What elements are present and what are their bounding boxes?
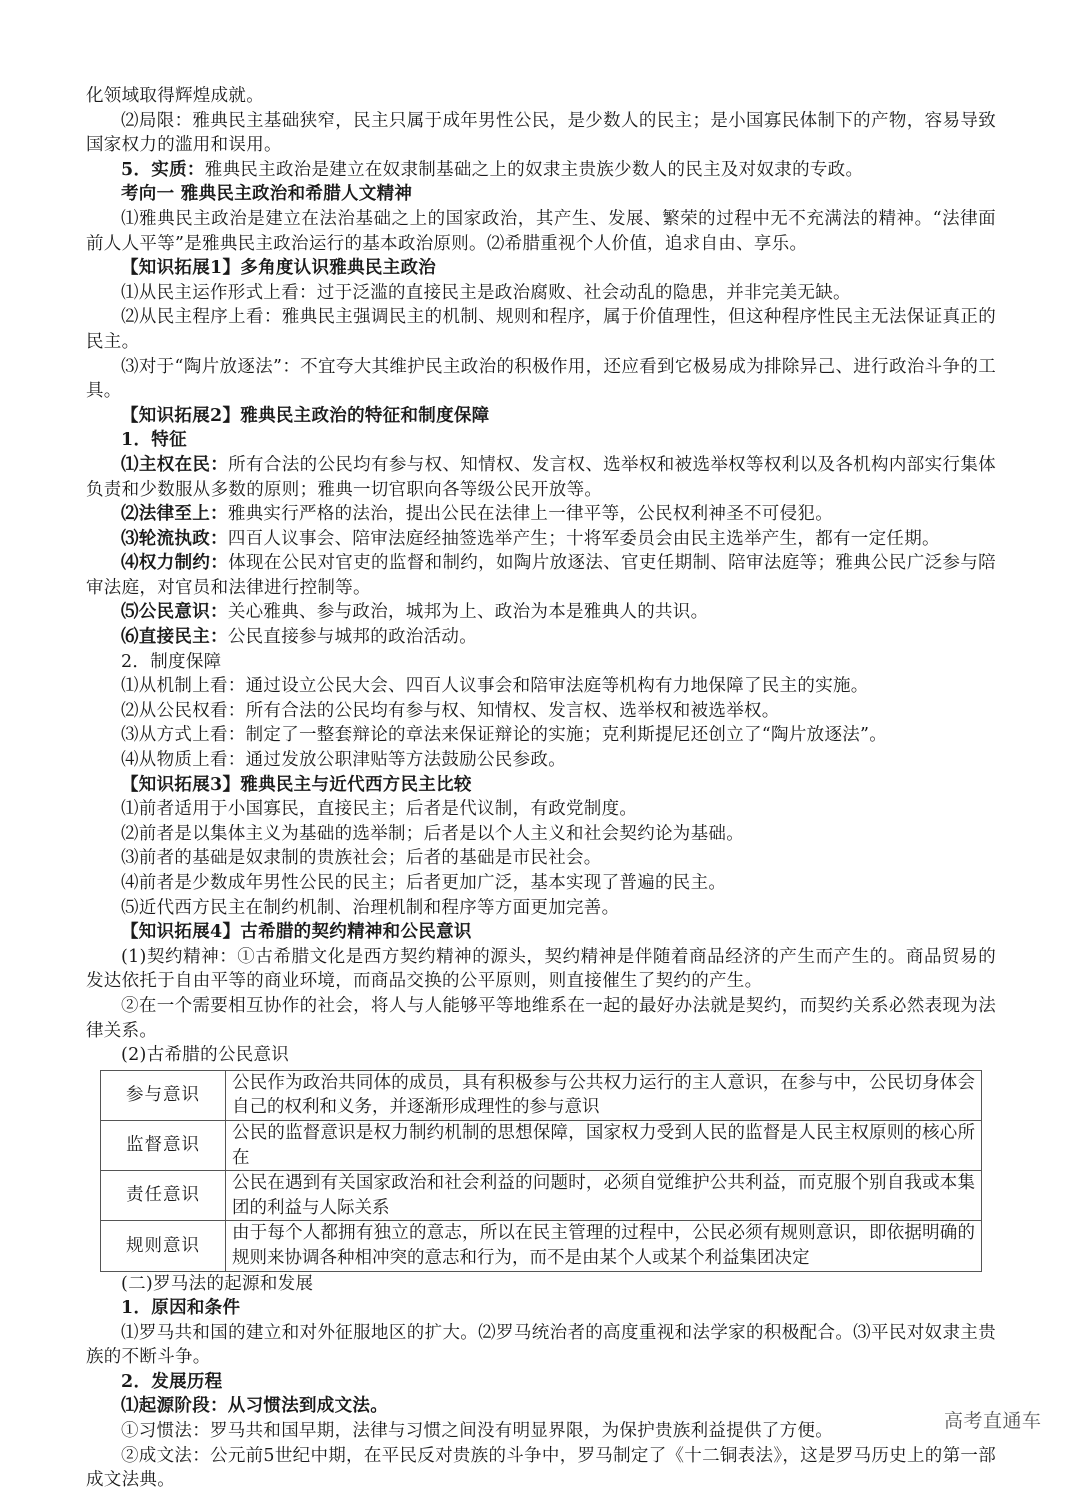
line-body: 雅典民主政治是建立在奴隶制基础之上的奴隶主贵族少数人的民主及对奴隶的专政。 [204, 159, 864, 180]
document-page [86, 84, 996, 1493]
text-line: ①习惯法：罗马共和国早期，法律与习惯之间没有明显界限，为保护贵族利益提供了方便。 [121, 1421, 833, 1442]
section-heading: 【知识拓展1】多角度认识雅典民主政治 [121, 258, 437, 279]
text-line: ⑵局限：雅典民主基础狭窄，民主只属于成年男性公民，是少数人的民主；是小国寡民体制下的产物，容易导致国家权力的滥用和误用。 [86, 110, 996, 156]
table-row [101, 1221, 982, 1271]
line-body: 雅典实行严格的法治，提出公民在法律上一律平等，公民权利神圣不可侵犯。 [227, 504, 834, 525]
bold-label: ⑴主权在民： [121, 454, 229, 475]
row-key: 责任意识 [101, 1171, 226, 1221]
section-heading: 【知识拓展4】古希腊的契约精神和公民意识 [121, 922, 472, 943]
row-key: 规则意识 [101, 1221, 226, 1271]
text-line: ⑷前者是少数成年男性公民的民主；后者更加广泛，基本实现了普遍的民主。 [121, 873, 727, 893]
row-value: 公民在遇到有关国家政治和社会利益的问题时，必须自觉维护公共利益，而克服个别自我或本集团的利益与人际关系 [226, 1171, 982, 1221]
line-body: 关心雅典、参与政治，城邦为上、政治为本是雅典人的共识。 [227, 602, 709, 623]
line-body: 体现在公民对官吏的监督和制约，如陶片放逐法、官吏任期制、陪审法庭等；雅典公民广泛参与陪审法庭，对官员和法律进行控制等。 [86, 553, 996, 598]
text-line: ⑴前者适用于小国寡民，直接民主；后者是代议制，有政党制度。 [121, 799, 638, 820]
text-line: ⑵从民主程序上看：雅典民主强调民主的机制、规则和程序，属于价值理性，但这种程序性民主无法保证真正的民主。 [86, 307, 996, 352]
text-line [86, 551, 996, 600]
subsection-heading: 2．制度保障 [121, 651, 222, 672]
text-line: ⑴罗马共和国的建立和对外征服地区的扩大。⑵罗马统治者的高度重视和法学家的积极配合。⑶平民对奴隶主贵族的不断斗争。 [86, 1322, 996, 1368]
text-line [86, 600, 996, 625]
text-line [86, 625, 996, 650]
text-line: ⑶对于“陶片放逐法”：不宜夸大其维护民主政治的积极作用，还应看到它极易成为排除异己、进行政治斗争的工具。 [86, 356, 996, 402]
section-heading: 【知识拓展3】雅典民主与近代西方民主比较 [121, 774, 472, 795]
text-line: ⑴雅典民主政治是建立在法治基础之上的国家政治，其产生、发展、繁荣的过程中无不充满法的精神。“法律面前人人平等”是雅典民主政治运行的基本政治原则。⑵希腊重视个人价值，追求自由、享乐。 [86, 208, 996, 254]
text-line: ⑸近代西方民主在制约机制、治理机制和程序等方面更加完善。 [121, 897, 620, 918]
subsection-heading: ⑴起源阶段：从习惯法到成文法。 [121, 1396, 388, 1417]
section-heading: 【知识拓展2】雅典民主政治的特征和制度保障 [121, 405, 490, 426]
subsection-heading: 1．特征 [121, 430, 187, 451]
subsection-heading: 1．原因和条件 [121, 1298, 241, 1319]
bold-label: 5．实质： [121, 159, 205, 180]
line-body: 公民直接参与城邦的政治活动。 [227, 627, 478, 648]
row-value: 公民的监督意识是权力制约机制的思想保障，国家权力受到人民的监督是人民主权原则的核心所在 [226, 1120, 982, 1170]
text-line: ⑴从民主运作形式上看：过于泛滥的直接民主是政治腐败、社会动乱的隐患，并非完美无缺。 [121, 282, 851, 303]
table-row [101, 1171, 982, 1221]
row-key: 参与意识 [101, 1070, 226, 1120]
line-body: 所有合法的公民均有参与权、知情权、发言权、选举权和被选举权等权利以及各机构内部实行集体负责和少数服从多数的原则；雅典一切官职向各等级公民开放等。 [86, 454, 996, 500]
text-line: ②在一个需要相互协作的社会，将人与人能够平等地维系在一起的最好办法就是契约，而契约关系必然表现为法律关系。 [86, 995, 996, 1041]
bold-label: ⑸公民意识： [121, 602, 228, 623]
table-row [101, 1120, 982, 1170]
text-line [86, 453, 996, 502]
table-row [101, 1070, 982, 1120]
section-heading: 考向一 雅典民主政治和希腊人文精神 [121, 184, 413, 205]
text-line [86, 158, 996, 183]
text-line: (1)契约精神：①古希腊文化是西方契约精神的源头，契约精神是伴随着商品经济的产生而产生的。商品贸易的发达依托于自由平等的商业环境，而商品交换的公平原则，则直接催生了契约的产生。 [86, 946, 996, 992]
subsection-heading: 2．发展历程 [121, 1371, 223, 1392]
text-line: ⑶前者的基础是奴隶制的贵族社会；后者的基础是市民社会。 [121, 848, 602, 869]
line-body: 四百人议事会、陪审法庭经抽签选举产生；十将军委员会由民主选举产生，都有一定任期。 [227, 528, 940, 549]
text-line: ⑵从公民权看：所有合法的公民均有参与权、知情权、发言权、选举权和被选举权。 [121, 700, 780, 721]
text-line: ⑴从机制上看：通过设立公民大会、四百人议事会和陪审法庭等机构有力地保障了民主的实施。 [121, 676, 869, 697]
bold-label: ⑵法律至上： [121, 504, 228, 525]
row-value: 由于每个人都拥有独立的意志，所以在民主管理的过程中，公民必须有规则意识，即依据明确的规则来协调各种相冲突的意志和行为，而不是由某个人或某个利益集团决定 [226, 1221, 982, 1271]
civic-awareness-table [100, 1070, 982, 1272]
bold-label: ⑹直接民主： [121, 627, 228, 648]
text-line: ⑵前者是以集体主义为基础的选举制；后者是以个人主义和社会契约论为基础。 [121, 823, 744, 844]
bold-label: ⑶轮流执政： [121, 528, 228, 549]
section-heading: (二)罗马法的起源和发展 [121, 1273, 314, 1294]
row-value: 公民作为政治共同体的成员，具有积极参与公共权力运行的主人意识，在参与中，公民切身体会自己的权利和义务，并逐渐形成理性的参与意识 [226, 1070, 982, 1120]
row-key: 监督意识 [101, 1120, 226, 1170]
text-line: ⑷从物质上看：通过发放公职津贴等方法鼓励公民参政。 [121, 750, 566, 771]
text-line: ②成文法：公元前5世纪中期，在平民反对贵族的斗争中，罗马制定了《十二铜表法》，这是罗马历史上的第一部成文法典。 [86, 1445, 996, 1491]
table-caption: (2)古希腊的公民意识 [121, 1045, 290, 1066]
bold-label: ⑷权力制约： [121, 553, 229, 574]
text-line: ⑶从方式上看：制定了一整套辩论的章法来保证辩论的实施；克利斯提尼还创立了“陶片放逐法”。 [121, 725, 888, 746]
text-line [86, 527, 996, 552]
text-line: 化领域取得辉煌成就。 [86, 86, 264, 106]
watermark-logo-text: 高考直通车 [944, 1410, 1042, 1432]
text-line [86, 502, 996, 527]
